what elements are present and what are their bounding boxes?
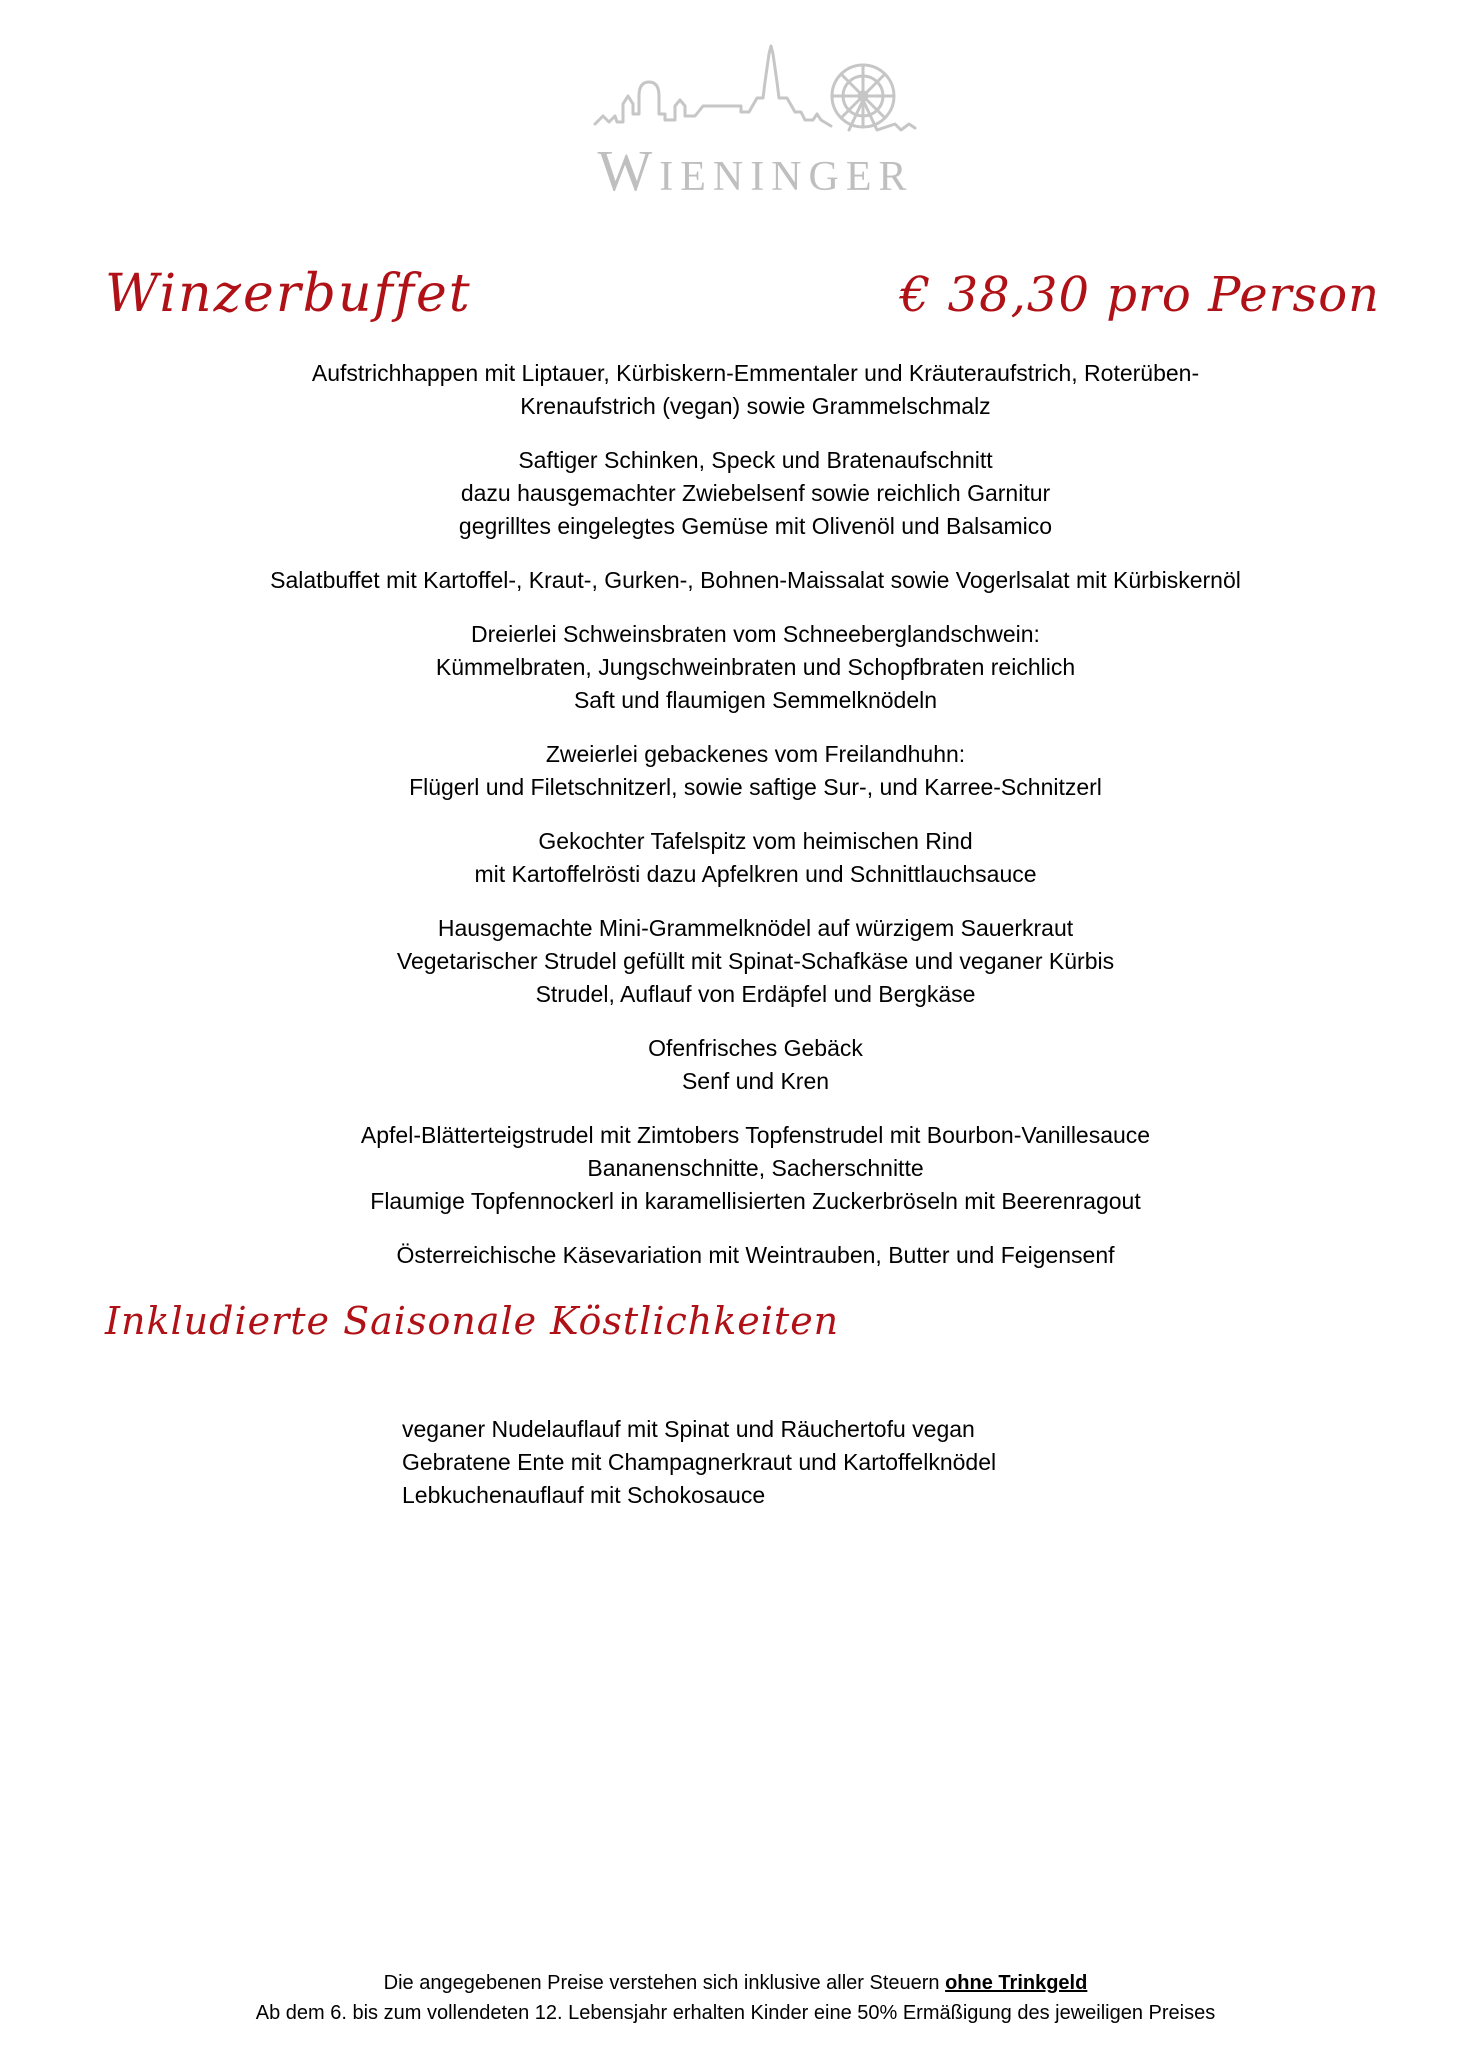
menu-section-cheese	[40, 1239, 1471, 1272]
menu-section-vegetarian	[40, 912, 1471, 1011]
menu-section-bread	[40, 1032, 1471, 1098]
menu-title: Winzerbuffet	[105, 264, 472, 324]
menu-line: Bananenschnitte, Sacherschnitte	[587, 1155, 924, 1181]
seasonal-item: Gebratene Ente mit Champagnerkraut und Kartoffelknödel	[402, 1449, 997, 1475]
menu-line: Österreichische Käsevariation mit Weintrauben, Butter und Feigensenf	[396, 1242, 1115, 1268]
menu-line: Strudel, Auflauf von Erdäpfel und Bergkäse	[535, 981, 976, 1007]
menu-section-tafelspitz	[40, 825, 1471, 891]
menu-line: Flügerl und Filetschnitzerl, sowie saftige Sur-, und Karree-Schnitzerl	[409, 774, 1102, 800]
menu-line: Flaumige Topfennockerl in karamellisierten Zuckerbröseln mit Beerenragout	[370, 1188, 1141, 1214]
menu-line: Krenaufstrich (vegan) sowie Grammelschmalz	[520, 393, 991, 419]
menu-line: Salatbuffet mit Kartoffel-, Kraut-, Gurken-, Bohnen-Maissalat sowie Vogerlsalat mit Kürbiskernöl	[270, 567, 1241, 593]
menu-line: Kümmelbraten, Jungschweinbraten und Schopfbraten reichlich	[435, 654, 1076, 680]
menu-line: Zweierlei gebackenes vom Freilandhuhn:	[545, 741, 966, 767]
menu-line: Saftiger Schinken, Speck und Bratenaufschnitt	[518, 447, 993, 473]
menu-header	[0, 258, 1471, 331]
vienna-skyline-icon	[591, 42, 921, 142]
menu-body	[0, 357, 1471, 1272]
menu-line: Apfel-Blätterteigstrudel mit Zimtobers Topfenstrudel mit Bourbon-Vanillesauce	[360, 1122, 1151, 1148]
logo	[0, 0, 1471, 206]
menu-section-pork-roast	[40, 618, 1471, 717]
seasonal-heading: Inkludierte Saisonale Köstlichkeiten	[105, 1299, 840, 1343]
menu-line: gegrilltes eingelegtes Gemüse mit Olivenöl und Balsamico	[458, 513, 1053, 539]
menu-line: Gekochter Tafelspitz vom heimischen Rind	[538, 828, 973, 854]
menu-line: mit Kartoffelrösti dazu Apfelkren und Schnittlauchsauce	[474, 861, 1037, 887]
footer-no-tip-text: ohne Trinkgeld	[945, 1972, 1088, 1994]
menu-line: Hausgemachte Mini-Grammelknödel auf würzigem Sauerkraut	[437, 915, 1074, 941]
menu-section-salad-buffet	[40, 564, 1471, 597]
menu-price: € 38,30 pro Person	[899, 267, 1380, 323]
menu-section-spreads	[40, 357, 1471, 423]
menu-line: Ofenfrisches Gebäck	[648, 1035, 863, 1061]
logo-wordmark: WIENINGER	[597, 138, 914, 203]
menu-line: Aufstrichhappen mit Liptauer, Kürbiskern-Emmentaler und Kräuteraufstrich, Roterüben-	[311, 360, 1200, 386]
menu-line: Dreierlei Schweinsbraten vom Schneeberglandschwein:	[471, 621, 1040, 647]
seasonal-list	[0, 1413, 1471, 1512]
menu-line: Saft und flaumigen Semmelknödeln	[573, 687, 938, 713]
footer	[0, 1968, 1471, 2028]
footer-taxes-text: Die angegebenen Preise verstehen sich inklusive aller Steuern	[383, 1972, 940, 1994]
menu-section-desserts	[40, 1119, 1471, 1218]
menu-line: Vegetarischer Strudel gefüllt mit Spinat-Schafkäse und veganer Kürbis	[396, 948, 1115, 974]
footer-line-taxes	[0, 1968, 1471, 1998]
seasonal-item: veganer Nudelauflauf mit Spinat und Räuchertofu vegan	[402, 1416, 975, 1442]
menu-section-cold-cuts	[40, 444, 1471, 543]
footer-line-children-discount: Ab dem 6. bis zum vollendeten 12. Lebensjahr erhalten Kinder eine 50% Ermäßigung des jeweiligen Preises	[255, 2002, 1216, 2024]
menu-line: Senf und Kren	[681, 1068, 830, 1094]
menu-line: dazu hausgemachter Zwiebelsenf sowie reichlich Garnitur	[460, 480, 1051, 506]
seasonal-item: Lebkuchenauflauf mit Schokosauce	[402, 1482, 766, 1508]
menu-section-chicken	[40, 738, 1471, 804]
